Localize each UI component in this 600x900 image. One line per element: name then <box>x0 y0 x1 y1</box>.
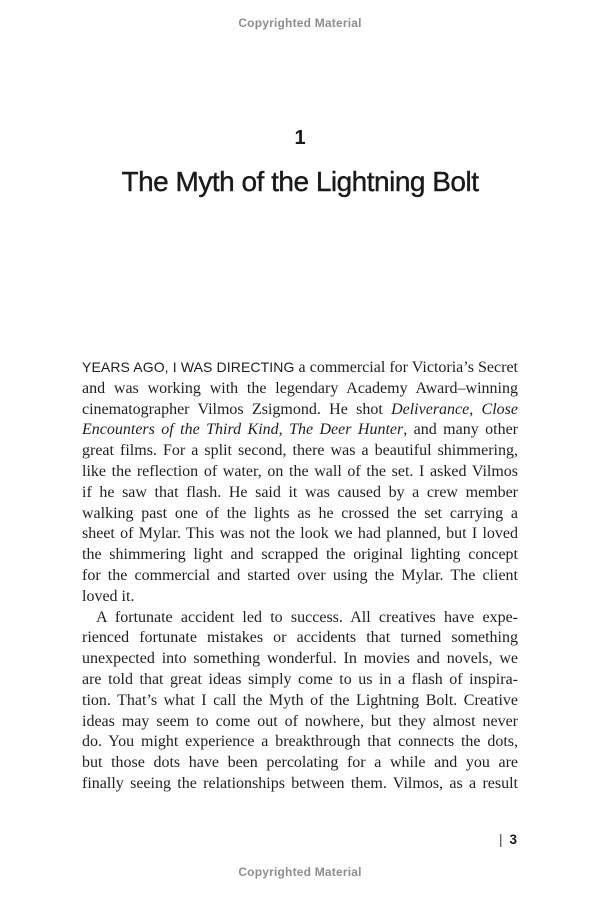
body-line <box>82 400 518 421</box>
body-segment: walking past one of the lights as he crossed the set carrying a <box>82 504 518 522</box>
body-segment: do. You might experience a breakthrough that connects the dots, <box>82 733 518 751</box>
body-line <box>82 587 518 608</box>
page-number-area <box>499 832 517 847</box>
chapter-number: 1 <box>294 127 306 149</box>
body-segment: , <box>469 400 482 418</box>
body-line <box>82 712 518 733</box>
body-segment: loved it. <box>82 587 135 605</box>
body-segment: the shimmering light and scrapped the original lighting concept <box>82 546 518 564</box>
body-line <box>82 420 518 441</box>
body-segment: rienced fortunate mistakes or accidents that turned something <box>82 629 518 647</box>
copyright-notice-top: Copyrighted Material <box>238 16 362 30</box>
body-segment: are told that great ideas simply come to us in a flash of inspira- <box>82 670 518 688</box>
page-number: 3 <box>509 832 517 847</box>
body-line <box>82 566 518 587</box>
body-line <box>82 524 518 545</box>
body-line <box>82 670 518 691</box>
body-segment: sheet of Mylar. This was not the look we had planned, but I loved <box>82 525 518 543</box>
body-segment: for the commercial and started over using the Mylar. The client <box>82 566 518 584</box>
body-line <box>82 608 518 629</box>
body-segment: cinematographer Vilmos Zsigmond. He shot <box>82 400 392 418</box>
body-segment: , <box>278 421 290 439</box>
copyright-notice-bottom: Copyrighted Material <box>238 865 362 879</box>
body-segment: like the reflection of water, on the wall of the set. I asked Vilmos <box>82 462 518 480</box>
body-line <box>82 357 518 379</box>
body-segment: ideas may seem to come out of nowhere, but they almost never <box>82 712 518 730</box>
body-line <box>82 649 518 670</box>
body-line <box>82 483 518 504</box>
body-segment: , and many other <box>403 421 518 439</box>
body-segment: a commercial for Victoria’s Secret <box>294 359 518 376</box>
film-title-italic: Encounters of the Third Kind <box>82 421 279 439</box>
body-text <box>82 357 518 795</box>
film-title-italic: Close <box>481 400 518 418</box>
body-segment: great films. For a split second, there was a beautiful shimmering, <box>82 442 518 460</box>
body-line <box>82 379 518 400</box>
body-segment: unexpected into something wonderful. In movies and novels, we <box>82 650 518 668</box>
page-number-divider: | <box>498 832 503 847</box>
body-line <box>82 504 518 525</box>
body-line <box>82 774 518 795</box>
film-title-italic: Deliverance <box>391 400 470 418</box>
chapter-title: The Myth of the Lightning Bolt <box>121 166 479 197</box>
body-line <box>82 545 518 566</box>
body-line <box>82 462 518 483</box>
body-line <box>82 628 518 649</box>
body-line <box>82 753 518 774</box>
body-line <box>82 732 518 753</box>
body-segment: A fortunate accident led to success. All creatives have expe- <box>96 608 518 626</box>
lead-in-small-caps: YEARS AGO, I WAS DIRECTING <box>82 359 295 375</box>
body-line <box>82 441 518 462</box>
film-title-italic: The Deer Hunter <box>289 421 404 439</box>
body-segment: if he saw that flash. He said it was caused by a crew member <box>82 483 518 501</box>
body-line <box>82 691 518 712</box>
body-segment: and was working with the legendary Academy Award–winning <box>82 379 518 397</box>
body-segment: finally seeing the relationships between them. Vilmos, as a result <box>82 774 518 792</box>
body-segment: but those dots have been percolating for a while and you are <box>82 754 518 772</box>
body-segment: tion. That’s what I call the Myth of the Lightning Bolt. Creative <box>82 691 518 709</box>
